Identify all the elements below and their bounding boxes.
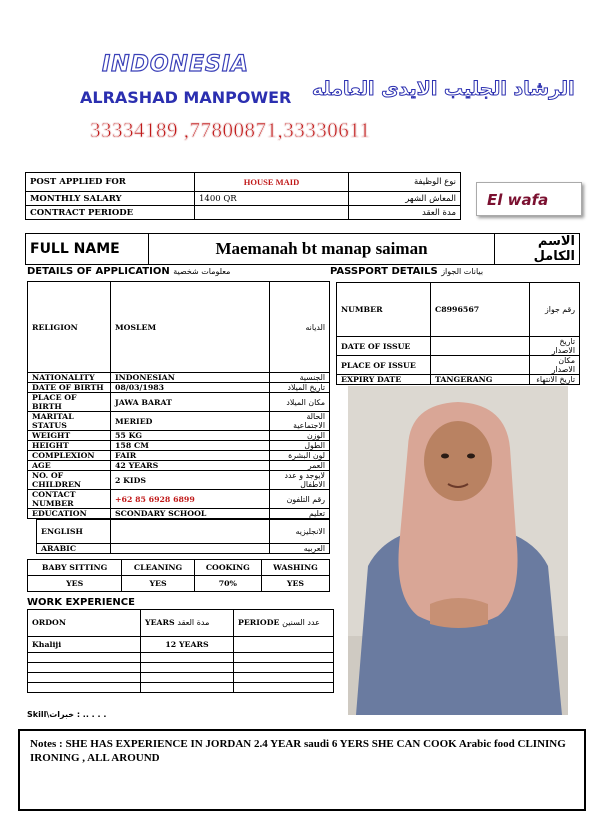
details-row <box>28 412 330 431</box>
details-row <box>28 490 330 509</box>
full-name-label: FULL NAME <box>26 234 149 265</box>
notes-text: SHE HAS EXPERIENCE IN JORDAN 2.4 YEAR saudi 6 YERS SHE CAN COOK Arabic food CLINING IRONING , ALL AROUND <box>30 738 566 764</box>
work-col-country: ORDON <box>28 610 141 637</box>
details-title-text: DETAILS OF APPLICATION <box>27 266 170 277</box>
details-table <box>27 281 330 519</box>
skill-value: YES <box>122 576 195 592</box>
passport-title-text: PASSPORT DETAILS <box>330 266 438 277</box>
language-value <box>111 544 270 554</box>
details-label: COMPLEXION <box>28 451 111 461</box>
passport-row <box>337 283 580 337</box>
work-row-empty <box>28 683 334 693</box>
details-ar: العمر <box>270 461 330 471</box>
details-label: PLACE OF BIRTH <box>28 393 111 412</box>
passport-label: DATE OF ISSUE <box>337 337 431 356</box>
full-name-value: Maemanah bt manap saiman <box>149 234 495 265</box>
details-value: JAWA BARAT <box>111 393 270 412</box>
work-cell-empty <box>141 653 234 663</box>
passport-label: NUMBER <box>337 283 431 337</box>
passport-label: EXPIRY DATE <box>337 375 431 385</box>
passport-title-ar: بيانات الجواز <box>441 267 484 276</box>
passport-ar: تاريخ الانتهاء <box>530 375 580 385</box>
passport-row <box>337 375 580 385</box>
details-row <box>28 383 330 393</box>
details-label: EDUCATION <box>28 509 111 519</box>
work-title: WORK EXPERIENCE <box>27 597 135 608</box>
passport-title <box>330 266 483 277</box>
work-cell-empty <box>234 673 334 683</box>
work-row-empty <box>28 673 334 683</box>
details-ar: الديانه <box>270 282 330 373</box>
details-row <box>28 451 330 461</box>
language-ar: العربيه <box>270 544 330 554</box>
details-value: 55 KG <box>111 431 270 441</box>
work-cell-empty <box>234 683 334 693</box>
details-row <box>28 509 330 519</box>
language-ar: الانجليزيه <box>270 520 330 544</box>
details-label: MARITAL STATUS <box>28 412 111 431</box>
salary-value: 1400 QR <box>195 192 349 206</box>
details-ar: الجنسية <box>270 373 330 383</box>
work-col-period-text: PERIODE <box>238 618 280 628</box>
details-value: +62 85 6928 6899 <box>111 490 270 509</box>
passport-table <box>336 282 580 385</box>
passport-ar: تاريخ الاصدار <box>530 337 580 356</box>
language-row <box>37 544 330 554</box>
details-row <box>28 471 330 490</box>
details-ar: الطول <box>270 441 330 451</box>
details-label: DATE OF BIRTH <box>28 383 111 393</box>
work-row-empty <box>28 663 334 673</box>
work-cell-empty <box>234 653 334 663</box>
salary-label: MONTHLY SALARY <box>26 192 195 206</box>
passport-value: TANGERANG <box>431 375 530 385</box>
skill-value: 70% <box>194 576 261 592</box>
agency-arabic-name: الرشاد الجليب الايدى العامله <box>312 78 575 100</box>
post-applied-value: HOUSE MAID <box>195 173 349 192</box>
skill-header: CLEANING <box>122 560 195 576</box>
language-label: ENGLISH <box>37 520 111 544</box>
work-col-period-ar: عدد السنين <box>282 618 320 628</box>
work-col-years-text: YEARS <box>145 618 175 628</box>
details-row <box>28 373 330 383</box>
work-cell-empty <box>28 683 141 693</box>
details-ar: مكان الميلاد <box>270 393 330 412</box>
applicant-photo <box>348 386 568 715</box>
work-years: 12 YEARS <box>141 636 234 652</box>
skill-line: Skill\خبرات : .. . . . <box>27 710 107 719</box>
language-value <box>111 520 270 544</box>
details-value: MERIED <box>111 412 270 431</box>
details-ar: تاريخ الميلاد <box>270 383 330 393</box>
skill-header: BABY SITTING <box>28 560 122 576</box>
details-ar: الوزن <box>270 431 330 441</box>
applicant-photo-image <box>348 386 568 715</box>
work-cell-empty <box>141 663 234 673</box>
details-value: INDONESIAN <box>111 373 270 383</box>
details-row <box>28 282 330 373</box>
notes-label: Notes : <box>30 738 63 750</box>
post-applied-label: POST APPLIED FOR <box>26 173 195 192</box>
passport-label: PLACE OF ISSUE <box>337 356 431 375</box>
brand-badge: El wafa <box>476 182 582 216</box>
work-cell-empty <box>28 653 141 663</box>
passport-value <box>431 356 530 375</box>
passport-row <box>337 337 580 356</box>
skill-value: YES <box>261 576 329 592</box>
work-table <box>27 609 334 693</box>
passport-ar: مكان الاصدار <box>530 356 580 375</box>
work-col-years <box>141 610 234 637</box>
passport-value: C8996567 <box>431 283 530 337</box>
details-label: WEIGHT <box>28 431 111 441</box>
work-cell-empty <box>28 673 141 683</box>
work-period <box>234 636 334 652</box>
details-title-ar: معلومات شخصية <box>173 267 231 276</box>
details-row <box>28 441 330 451</box>
work-country: Khaliji <box>28 636 141 652</box>
languages-table <box>36 519 330 554</box>
details-value: MOSLEM <box>111 282 270 373</box>
passport-row <box>337 356 580 375</box>
contract-value <box>195 206 349 220</box>
post-table <box>25 172 461 220</box>
passport-value <box>431 337 530 356</box>
details-value: SCONDARY SCHOOL <box>111 509 270 519</box>
work-cell-empty <box>141 683 234 693</box>
agency-phones: 33334189 ,77800871,33330611 <box>90 118 371 142</box>
language-row <box>37 520 330 544</box>
skills-table <box>27 559 330 592</box>
work-cell-empty <box>28 663 141 673</box>
post-applied-ar: نوع الوظيفة <box>349 173 461 192</box>
details-row <box>28 431 330 441</box>
country-title: INDONESIA <box>102 52 250 77</box>
work-row-empty <box>28 653 334 663</box>
details-ar: لون البشرة <box>270 451 330 461</box>
details-ar: لايوجد و عدد الاطفال <box>270 471 330 490</box>
contract-ar: مدة العقد <box>349 206 461 220</box>
details-value: 08/03/1983 <box>111 383 270 393</box>
work-col-period <box>234 610 334 637</box>
work-cell-empty <box>141 673 234 683</box>
salary-ar: المعاش الشهر <box>349 192 461 206</box>
passport-ar: رقم جواز <box>530 283 580 337</box>
details-label: AGE <box>28 461 111 471</box>
details-label: CONTACT NUMBER <box>28 490 111 509</box>
skill-header: WASHING <box>261 560 329 576</box>
details-ar: رقم التلفون <box>270 490 330 509</box>
details-value: 42 YEARS <box>111 461 270 471</box>
details-value: 158 CM <box>111 441 270 451</box>
details-value: FAIR <box>111 451 270 461</box>
work-cell-empty <box>234 663 334 673</box>
details-row <box>28 461 330 471</box>
details-row <box>28 393 330 412</box>
details-title <box>27 266 230 277</box>
details-ar: تعليم <box>270 509 330 519</box>
skill-value: YES <box>28 576 122 592</box>
full-name-ar: الاسم الكامل <box>495 234 580 265</box>
contract-label: CONTRACT PERIODE <box>26 206 195 220</box>
details-label: NO. OF CHILDREN <box>28 471 111 490</box>
full-name-row <box>25 233 580 265</box>
work-col-years-ar: مدة العقد <box>177 618 210 628</box>
language-label: ARABIC <box>37 544 111 554</box>
details-label: HEIGHT <box>28 441 111 451</box>
work-row <box>28 636 334 652</box>
details-label: NATIONALITY <box>28 373 111 383</box>
skill-header: COOKING <box>194 560 261 576</box>
agency-name: ALRASHAD MANPOWER <box>80 88 292 107</box>
details-value: 2 KIDS <box>111 471 270 490</box>
details-ar: الحالة الاجتماعية <box>270 412 330 431</box>
details-label: RELIGION <box>28 282 111 373</box>
notes-box <box>18 729 586 811</box>
